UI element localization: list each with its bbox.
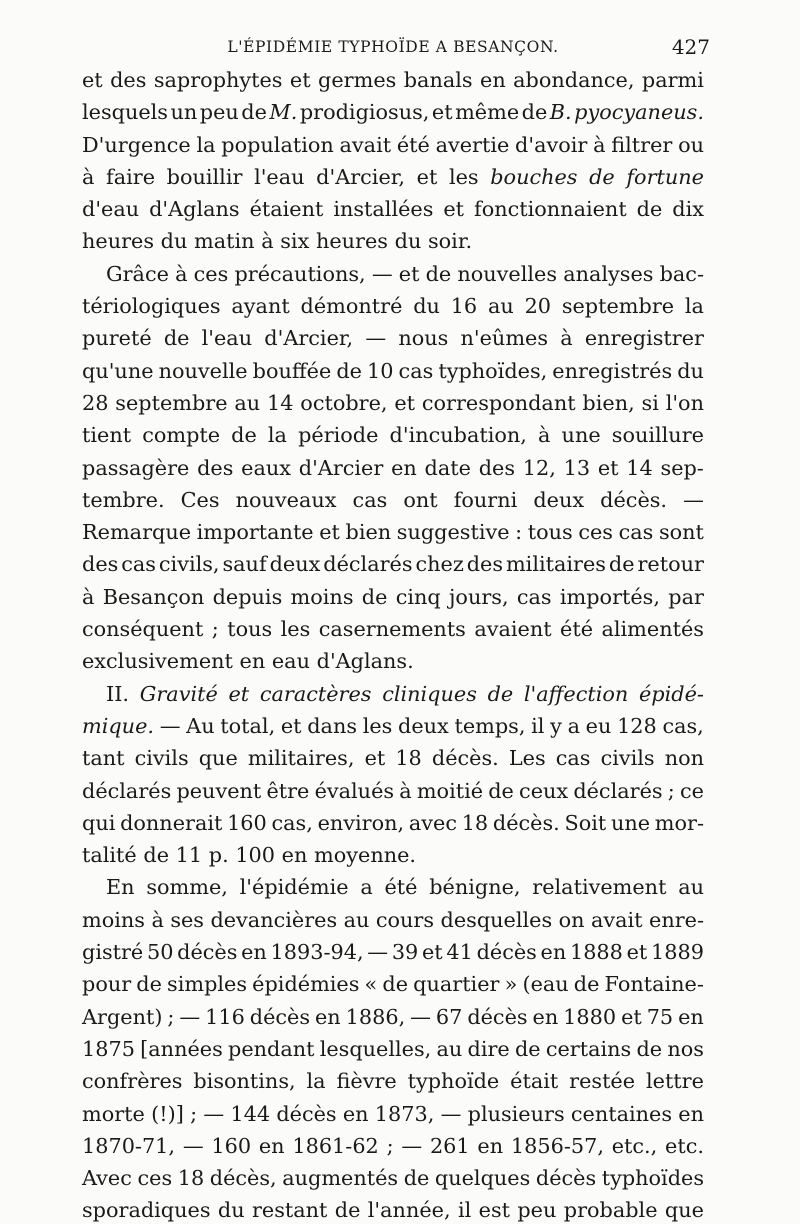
text-line: talité de 11 p. 100 en moyenne.	[82, 843, 417, 868]
text-line: exclusivement en eau d'Aglans.	[82, 649, 414, 674]
text-line: tériologiques ayant démontré du 16 au 20 septembre la	[82, 294, 704, 319]
text-line: confrères bisontins, la fièvre typhoïde était restée lettre	[82, 1069, 704, 1094]
text-line: 1870-71, — 160 en 1861-62 ; — 261 en 1856-57, etc., etc.	[82, 1133, 704, 1158]
text-line: qu'une nouvelle bouffée de 10 cas typhoïdes, enregistrés du	[82, 358, 704, 383]
text-line: 1875 [années pendant lesquelles, au dire de certains de nos	[82, 1036, 704, 1061]
text-line: d'eau d'Aglans étaient installées et fonctionnaient de dix	[82, 197, 704, 222]
text-line: tant civils que militaires, et 18 décès. Les cas civils non	[82, 746, 704, 771]
body-text	[82, 64, 704, 1227]
text-line: déclarés peuvent être évalués à moitié de ceux déclarés ; ce	[82, 778, 704, 803]
text-line: gistré 50 décès en 1893-94, — 39 et 41 décès en 1888 et 1889	[82, 940, 704, 965]
text-line: sporadiques du restant de l'année, il est peu probable que	[82, 1198, 704, 1223]
text-line: tient compte de la période d'incubation, à une souillure	[82, 423, 704, 448]
text-line: 28 septembre au 14 octobre, et correspondant bien, si l'on	[82, 390, 704, 415]
text-line: passagère des eaux d'Arcier en date des 12, 13 et 14 sep-	[82, 455, 704, 480]
text-line: En somme, l'épidémie a été bénigne, relativement au	[106, 875, 704, 900]
text-line: et des saprophytes et germes banals en abondance, parmi	[82, 68, 704, 92]
page-header	[82, 34, 710, 64]
text-line: pureté de l'eau d'Arcier, — nous n'eûmes à enregistrer	[82, 326, 704, 351]
text-line: tembre. Ces nouveaux cas ont fourni deux décès. —	[82, 487, 704, 512]
text-line: II. Gravité et caractères cliniques de l'affection épidé-	[106, 681, 704, 706]
page-number: 427	[671, 35, 710, 59]
text-line: conséquent ; tous les casernements avaient été alimentés	[82, 617, 704, 642]
text-line: Grâce à ces précautions, — et de nouvelles analyses bac-	[106, 261, 704, 286]
text-line: des cas civils, sauf deux déclarés chez des militaires de retour	[82, 552, 704, 577]
text-line: mique. — Au total, et dans les deux temps, il y a eu 128 cas,	[82, 713, 704, 738]
text-line: à Besançon depuis moins de cinq jours, cas importés, par	[82, 584, 704, 609]
text-line: moins à ses devancières au cours desquelles on avait enre-	[82, 907, 704, 932]
text-line: qui donnerait 160 cas, environ, avec 18 décès. Soit une mor-	[82, 810, 704, 835]
text-line: Argent) ; — 116 décès en 1886, — 67 décès en 1880 et 75 en	[82, 1004, 704, 1029]
text-line: lesquels un peu de M. prodigiosus, et même de B. pyocyaneus.	[82, 100, 704, 125]
text-line: pour de simples épidémies « de quartier » (eau de Fontaine-	[82, 972, 704, 997]
running-title: L'ÉPIDÉMIE TYPHOÏDE A BESANÇON.	[227, 38, 559, 56]
text-line: Remarque importante et bien suggestive : tous ces cas sont	[82, 520, 704, 545]
text-line: morte (!)] ; — 144 décès en 1873, — plusieurs centaines en	[82, 1101, 704, 1126]
text-line: Avec ces 18 décès, augmentés de quelques décès typhoïdes	[82, 1166, 704, 1191]
text-line: heures du matin à six heures du soir.	[82, 229, 473, 254]
text-line: D'urgence la population avait été avertie d'avoir à filtrer ou	[82, 132, 704, 157]
text-line: à faire bouillir l'eau d'Arcier, et les bouches de fortune	[82, 164, 704, 189]
